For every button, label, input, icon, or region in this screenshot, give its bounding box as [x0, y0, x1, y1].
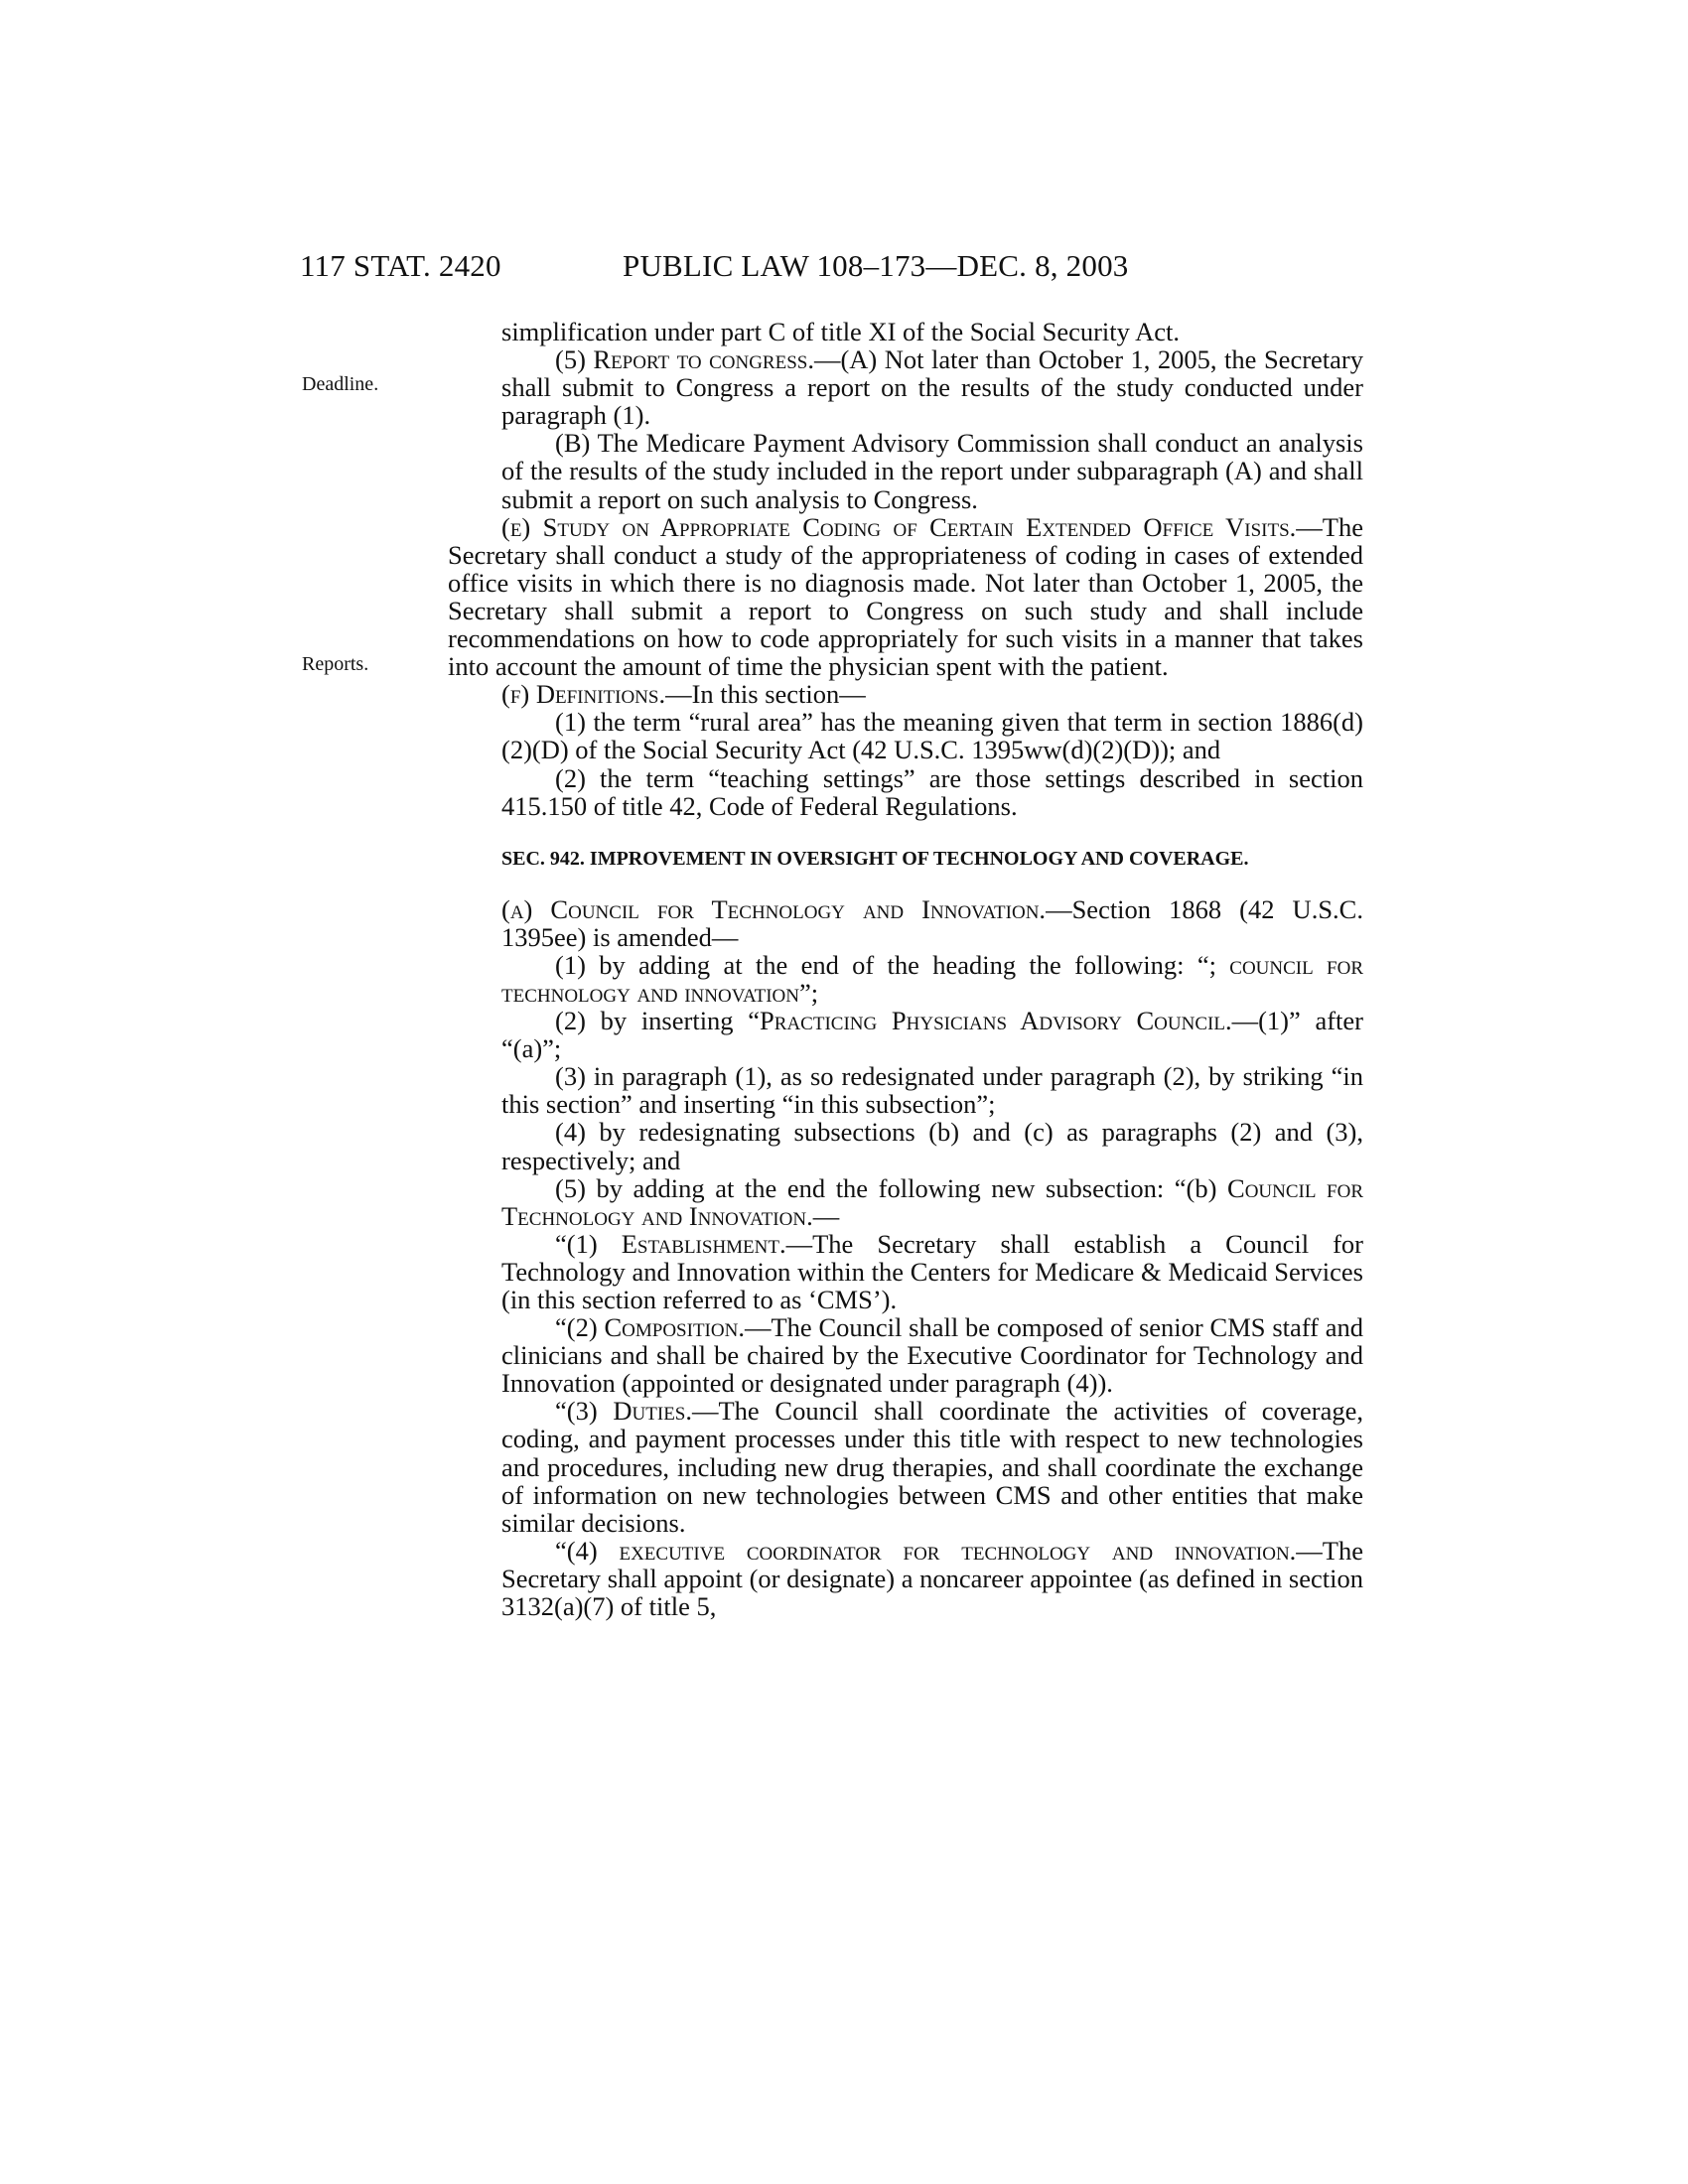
paragraph: (B) The Medicare Payment Advisory Commission shall conduct an analysis of the results of the study included in the report under subparagraph (A) and shall submit a report on such analysis to Congress. — [501, 428, 1363, 514]
document-body — [448, 317, 1364, 1622]
paragraph — [448, 513, 1363, 681]
paragraph: (3) in paragraph (1), as so redesignated under paragraph (2), by striking “in this section” and inserting “in this subsection”; — [501, 1061, 1363, 1120]
paragraph-heading: (f) Definitions. — [501, 679, 666, 710]
paragraph-text: —Section 1868 (42 U.S.C. 1395ee) is amended— — [501, 893, 1363, 952]
paragraph — [501, 1537, 1363, 1620]
paragraph-text: —In this section— — [665, 679, 866, 710]
page-number-header: 117 STAT. 2420 — [300, 248, 501, 283]
paragraph — [501, 1313, 1363, 1397]
running-header: PUBLIC LAW 108–173—DEC. 8, 2003 — [623, 248, 1129, 283]
paragraph-heading: (a) Council for Technology and Innovation. — [501, 893, 1047, 924]
margin-note-deadline: Deadline. — [302, 373, 379, 395]
paragraph-text: —The Council shall be composed of senior CMS staff and clinicians and shall be chaired by the Executive Coordinator for Technology and Innovation (appointed or designated under paragraph (4)). — [501, 1312, 1364, 1399]
small-caps-text: council for technology and innovation — [501, 949, 1363, 1008]
paragraph-text: .— — [806, 1200, 840, 1231]
paragraph — [501, 1397, 1363, 1536]
paragraph-heading: “(4) executive coordinator for technology and innovation. — [555, 1535, 1297, 1566]
paragraph — [501, 895, 1363, 951]
margin-note-reports: Reports. — [302, 653, 369, 675]
paragraph: (1) the term “rural area” has the meaning given that term in section 1886(d)(2)(D) of the Social Security Act (42 U.S.C. 1395ww(d)(2)(D)); and — [501, 707, 1363, 765]
paragraph — [501, 345, 1363, 429]
paragraph: simplification under part C of title XI of the Social Security Act. — [501, 317, 1180, 346]
paragraph-text: (2) by inserting “ — [555, 1006, 761, 1036]
paragraph-text: —(A) Not later than October 1, 2005, the Secretary shall submit to Congress a report on the results of the study conducted under paragraph (1). — [501, 344, 1363, 431]
paragraph-heading: (e) Study on Appropriate Coding of Certain Extended Office Visits. — [501, 511, 1297, 542]
paragraph — [501, 1230, 1363, 1313]
section-heading: SEC. 942. IMPROVEMENT IN OVERSIGHT OF TECHNOLOGY AND COVERAGE. — [501, 847, 1249, 870]
paragraph: (4) by redesignating subsections (b) and (c) as paragraphs (2) and (3), respectively; and — [501, 1117, 1363, 1175]
paragraph — [501, 951, 1363, 1007]
paragraph-text: ”; — [799, 977, 819, 1008]
paragraph-heading: “(2) Composition. — [555, 1312, 745, 1343]
paragraph-text: (1) by adding at the end of the heading the following: “; — [555, 949, 1230, 980]
paragraph-text: .—(1)” after “(a)”; — [501, 1006, 1363, 1064]
paragraph-text: (5) by adding at the end the following new subsection: “(b) — [555, 1172, 1228, 1203]
paragraph — [501, 680, 1363, 708]
paragraph-heading: “(1) Establishment. — [555, 1228, 786, 1259]
small-caps-text: Council for Technology and Innovation — [501, 1172, 1364, 1231]
paragraph-heading: (5) Report to congress. — [555, 344, 814, 375]
paragraph-text: —The Secretary shall establish a Council for Technology and Innovation within the Centers for Medicare & Medicaid Services (in this section referred to as ‘CMS’). — [501, 1228, 1364, 1314]
small-caps-text: Practicing Physicians Advisory Council — [760, 1006, 1225, 1036]
paragraph: (2) the term “teaching settings” are those settings described in section 415.150 of title 42, Code of Federal Regulations. — [501, 762, 1363, 821]
paragraph — [501, 1174, 1363, 1230]
paragraph — [501, 1007, 1363, 1062]
paragraph-heading: “(3) Duties. — [555, 1396, 692, 1427]
paragraph-text: —The Secretary shall conduct a study of the appropriateness of coding in cases of extended office visits in which there is no diagnosis made. Not later than October 1, 2005, the Secretary shall submit a report to Congress on such study and shall include recommendations on how to code appropriately for such visits in a manner that takes into account the amount of time the physician spent with the patient. — [448, 511, 1363, 682]
paragraph-text: —The Council shall coordinate the activities of coverage, coding, and payment processes under this title with respect to new technologies and procedures, including new drug therapies, and shall coordinate the exchange of information on new technologies between CMS and other entities that make similar decisions. — [501, 1396, 1363, 1538]
paragraph-text: —The Secretary shall appoint (or designate) a noncareer appointee (as defined in section 3132(a)(7) of title 5, — [501, 1535, 1363, 1622]
